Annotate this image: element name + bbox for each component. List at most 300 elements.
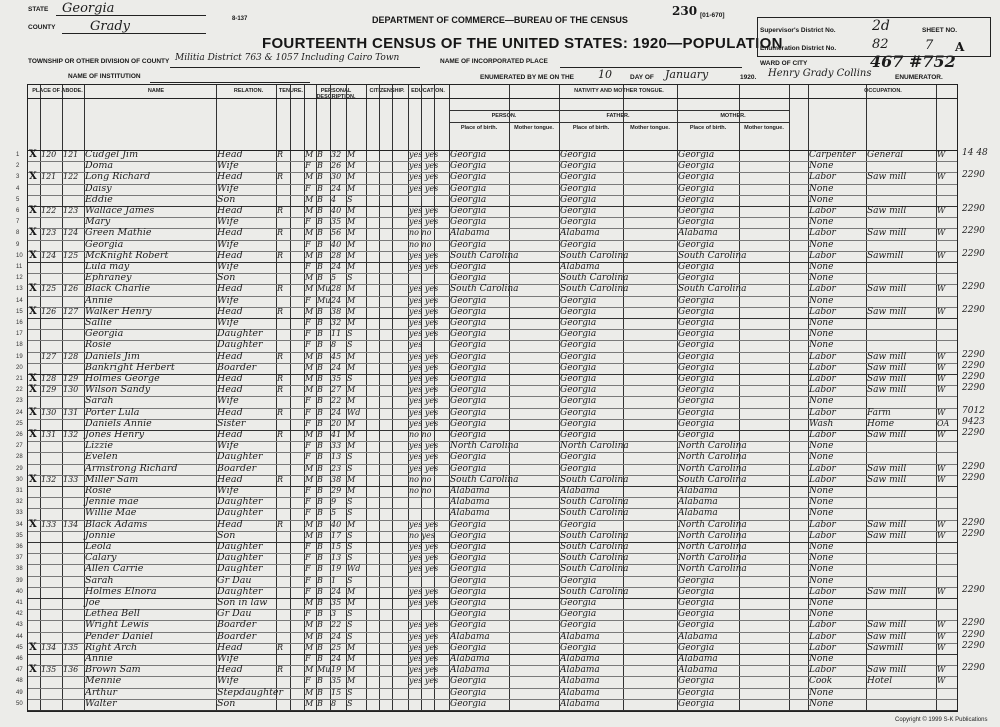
cell-ms: S: [347, 553, 353, 563]
cell-occ: Labor: [809, 631, 836, 642]
cell-rel: Son in law: [217, 597, 268, 608]
cell-occ: Labor: [809, 530, 836, 541]
cell-sex: F: [305, 441, 311, 451]
sheet-letter: A: [955, 40, 965, 54]
cell-occ: None: [809, 542, 834, 552]
state-label: STATE: [28, 6, 49, 13]
county-label: COUNTY: [28, 24, 56, 31]
row-number: 27: [16, 443, 23, 450]
cell-name: Mennie: [85, 675, 122, 687]
cell-pob: Georgia: [450, 351, 487, 362]
cell-age: 30: [331, 172, 342, 182]
margin-code: 2290: [962, 472, 985, 483]
cell-sex: M: [305, 172, 314, 182]
cell-sex: M: [305, 306, 314, 316]
cell-ms: M: [347, 642, 356, 652]
row-number: 39: [16, 577, 23, 584]
subhead-mother-pob: Place of birth.: [689, 125, 727, 131]
cell-occ: Labor: [809, 172, 836, 183]
cell-ed: yes yes: [409, 306, 439, 316]
cell-pob: Georgia: [450, 161, 487, 172]
cell-mpob: Georgia: [678, 418, 715, 429]
cell-pob: Georgia: [450, 519, 487, 530]
cell-ind: Saw mill: [867, 665, 907, 676]
cell-race: B: [317, 519, 323, 529]
cell-ms: M: [347, 306, 356, 316]
group-education: EDUCATION.: [411, 88, 445, 94]
margin-code: 2290: [962, 461, 985, 472]
cell-ed: yes yes: [409, 631, 439, 641]
cell-mpob: Georgia: [678, 396, 715, 407]
cell-pob: Georgia: [450, 306, 487, 317]
cell-mpob: Alabama: [678, 508, 718, 519]
cell-cls: W: [937, 430, 946, 439]
cell-sex: F: [305, 161, 311, 171]
cell-occ: None: [809, 497, 834, 508]
cell-dw: 134: [41, 642, 57, 652]
cell-rel: Wife: [217, 238, 239, 250]
cell-occ: Labor: [809, 228, 836, 239]
cell-age: 35: [331, 676, 342, 686]
cell-ed: yes yes: [409, 284, 439, 294]
cell-name: Miller Sam: [85, 473, 139, 485]
cell-ms: M: [347, 318, 356, 327]
cell-ms: M: [347, 239, 356, 249]
cell-ed: yes yes: [409, 295, 439, 305]
cell-ms: S: [347, 508, 353, 518]
cell-race: B: [317, 329, 323, 339]
row-number: 28: [16, 454, 23, 461]
cell-age: 19: [331, 564, 342, 574]
cell-ed: yes yes: [409, 250, 439, 260]
cell-occ: None: [809, 598, 834, 608]
row-number: 35: [16, 532, 23, 539]
cell-name: Allen Carrie: [85, 563, 144, 575]
cell-sex: F: [305, 542, 311, 551]
cell-fpob: Georgia: [560, 519, 597, 530]
row-number: 45: [16, 644, 23, 651]
cell-ed: yes yes: [409, 654, 439, 663]
cell-ed: no no: [409, 474, 432, 484]
subhead-person-pob: Place of birth.: [460, 125, 498, 131]
cell-own: R: [277, 385, 284, 395]
cell-dw: 135: [41, 665, 57, 675]
cell-mpob: Georgia: [678, 407, 715, 418]
cell-occ: None: [809, 553, 834, 564]
cell-occ: None: [809, 295, 834, 306]
cell-race: B: [317, 250, 323, 260]
cell-fam: 127: [63, 306, 79, 316]
cell-rel: Wife: [217, 294, 239, 306]
margin-code: 2290: [962, 663, 985, 674]
cell-ed: no no: [409, 430, 432, 439]
cell-mark: X: [29, 373, 37, 384]
cell-race: B: [317, 183, 323, 193]
cell-rel: Wife: [217, 160, 239, 172]
cell-ed: yes yes: [409, 206, 439, 215]
cell-fpob: Georgia: [560, 452, 597, 463]
cell-ed: yes yes: [409, 217, 439, 227]
cell-pob: Georgia: [450, 217, 487, 228]
cell-name: Porter Lula: [85, 406, 140, 418]
cell-ind: Farm: [867, 407, 891, 418]
cell-race: B: [317, 486, 323, 495]
census-title: FOURTEENTH CENSUS OF THE UNITED STATES: 1920—POPULATION: [262, 35, 783, 52]
cell-mpob: South Carolina: [678, 474, 747, 485]
margin-code: 2290: [962, 584, 985, 595]
margin-code: 2290: [962, 372, 985, 382]
cell-rel: Daughter: [217, 451, 263, 463]
cell-fpob: South Carolina: [560, 542, 629, 552]
cell-fpob: Georgia: [560, 430, 597, 440]
cell-age: 25: [331, 642, 342, 652]
cell-cls: W: [937, 284, 946, 294]
cell-sex: M: [305, 273, 314, 283]
cell-ms: M: [347, 665, 356, 675]
cell-ind: Saw mill: [867, 620, 907, 631]
cell-race: B: [317, 318, 323, 327]
cell-own: R: [277, 642, 284, 652]
cell-age: 33: [331, 441, 342, 451]
cell-ind: Saw mill: [867, 430, 907, 440]
cell-fpob: Georgia: [560, 295, 597, 306]
cell-occ: Labor: [809, 474, 836, 485]
cell-mark: X: [29, 171, 37, 183]
cell-mark: X: [29, 249, 37, 261]
cell-dw: 131: [41, 430, 57, 439]
row-number: 46: [16, 656, 23, 662]
state-underline: [56, 4, 206, 16]
cell-fpob: South Carolina: [560, 508, 629, 519]
cell-race: Mu: [317, 665, 331, 675]
cell-age: 5: [331, 273, 337, 283]
cell-ind: Saw mill: [867, 631, 907, 642]
cell-race: B: [317, 497, 323, 507]
cell-ms: S: [347, 194, 353, 204]
cell-fam: 123: [63, 206, 79, 215]
cell-pob: Georgia: [450, 273, 487, 284]
cell-own: R: [277, 306, 284, 316]
cell-ind: Saw mill: [867, 206, 907, 216]
cell-pob: Georgia: [450, 318, 487, 328]
cell-mpob: Alabama: [678, 497, 718, 508]
cell-race: B: [317, 452, 323, 462]
cell-age: 32: [331, 150, 342, 159]
cell-rel: Son: [217, 697, 236, 709]
cell-cls: W: [937, 642, 946, 652]
cell-pob: Alabama: [450, 486, 490, 496]
page-number: 230: [672, 4, 698, 18]
cell-name: Brown Sam: [85, 664, 141, 676]
cell-mark: X: [29, 227, 37, 239]
cell-ind: Sawmill: [867, 250, 904, 261]
cell-mpob: North Carolina: [678, 463, 747, 474]
cell-ind: General: [867, 150, 904, 160]
cell-age: 38: [331, 306, 342, 316]
cell-ed: yes yes: [409, 665, 439, 675]
cell-occ: Labor: [809, 284, 836, 295]
cell-name: Long Richard: [85, 171, 151, 183]
margin-code: 2290: [962, 282, 985, 293]
cell-rel: Daughter: [217, 585, 263, 597]
cell-cls: W: [937, 631, 946, 641]
cell-occ: Labor: [809, 642, 836, 653]
cell-name: Eddie: [85, 193, 113, 205]
cell-age: 13: [331, 452, 342, 462]
cell-sex: F: [305, 564, 311, 574]
cell-age: 8: [331, 698, 337, 708]
cell-fam: 131: [63, 407, 79, 417]
group-relation: RELATION.: [233, 88, 264, 94]
cell-race: B: [317, 374, 323, 383]
cell-race: B: [317, 553, 323, 563]
cell-rel: Sister: [217, 417, 246, 429]
cell-sex: F: [305, 609, 311, 619]
cell-name: Rosie: [85, 485, 112, 496]
cell-name: McKnight Robert: [85, 249, 169, 261]
margin-code: 2290: [962, 304, 985, 315]
cell-ms: S: [347, 374, 353, 383]
cell-age: 8: [331, 340, 337, 350]
cell-ms: S: [347, 698, 353, 708]
margin-code: 2290: [962, 517, 985, 528]
cell-ed: yes yes: [409, 676, 439, 686]
cell-occ: None: [809, 396, 834, 407]
cell-mpob: Georgia: [678, 575, 715, 586]
cell-pob: Georgia: [450, 430, 487, 440]
cell-fpob: Georgia: [560, 609, 597, 620]
cell-cls: W: [937, 530, 946, 540]
cell-fam: 121: [63, 150, 79, 159]
cell-ms: M: [347, 250, 356, 260]
cell-sex: M: [305, 530, 314, 540]
township-underline: [170, 56, 420, 68]
cell-name: Jennie mae: [85, 496, 139, 508]
cell-name: Holmes Elnora: [85, 585, 157, 597]
cell-mpob: Georgia: [678, 206, 715, 216]
cell-pob: South Carolina: [450, 250, 519, 261]
cell-ms: S: [347, 631, 353, 641]
incorporated-underline: [560, 56, 742, 68]
row-number: 23: [16, 398, 23, 405]
cell-own: R: [277, 250, 284, 260]
cell-occ: Labor: [809, 206, 836, 216]
cell-race: B: [317, 306, 323, 316]
cell-ind: Home: [867, 418, 895, 429]
cell-name: Wright Lewis: [85, 619, 149, 631]
cell-mpob: Georgia: [678, 172, 715, 183]
cell-age: 24: [331, 654, 342, 663]
cell-sex: F: [305, 340, 311, 350]
cell-sex: M: [305, 430, 314, 439]
cell-occ: None: [809, 687, 834, 698]
cell-name: Walker Henry: [85, 305, 152, 317]
cell-sex: F: [305, 676, 311, 686]
cell-race: B: [317, 586, 323, 596]
cell-ed: yes yes: [409, 172, 439, 182]
cell-fpob: Georgia: [560, 620, 597, 631]
cell-ed: yes yes: [409, 362, 439, 372]
cell-ed: yes yes: [409, 351, 439, 361]
cell-sex: M: [305, 374, 314, 383]
cell-rel: Head: [217, 283, 243, 295]
cell-ms: M: [347, 586, 356, 596]
cell-fpob: Georgia: [560, 150, 597, 160]
cell-ms: M: [347, 217, 356, 227]
cell-mpob: Georgia: [678, 642, 715, 653]
cell-fam: 135: [63, 642, 79, 652]
day-value: 10: [598, 68, 612, 81]
cell-occ: None: [809, 564, 834, 575]
cell-fpob: Alabama: [560, 665, 600, 676]
cell-rel: Boarder: [217, 462, 257, 474]
row-number: 6: [16, 208, 20, 214]
cell-fam: 126: [63, 284, 79, 294]
cell-mark: X: [29, 305, 37, 317]
cell-cls: W: [937, 250, 946, 260]
cell-rel: Head: [217, 171, 243, 183]
cell-fam: 129: [63, 374, 79, 383]
cell-ed: yes yes: [409, 318, 439, 327]
row-number: 48: [16, 678, 23, 685]
cell-fpob: Georgia: [560, 385, 597, 396]
cell-cls: W: [937, 463, 946, 473]
cell-race: B: [317, 217, 323, 227]
cell-mark: X: [29, 641, 37, 653]
cell-cls: W: [937, 150, 946, 159]
cell-fpob: South Carolina: [560, 553, 629, 564]
cell-fpob: Georgia: [560, 374, 597, 384]
margin-code: 2290: [962, 226, 985, 237]
margin-code: 2290: [962, 618, 985, 629]
cell-rel: Boarder: [217, 619, 257, 631]
cell-name: Green Mathie: [85, 227, 152, 239]
subhead-father-tongue: Mother tongue.: [630, 125, 670, 131]
cell-name: Sarah: [85, 395, 114, 407]
cell-sex: M: [305, 351, 314, 361]
cell-mpob: Georgia: [678, 676, 715, 687]
cell-mpob: Georgia: [678, 687, 715, 698]
row-number: 40: [16, 588, 23, 595]
cell-rel: Daughter: [217, 328, 263, 340]
cell-own: R: [277, 430, 284, 439]
cell-pob: Georgia: [450, 262, 487, 272]
cell-cls: W: [937, 407, 946, 417]
cell-rel: Wife: [217, 261, 239, 272]
cell-cls: W: [937, 374, 946, 383]
group-name: NAME: [147, 88, 165, 94]
cell-race: B: [317, 564, 323, 574]
cell-mpob: North Carolina: [678, 441, 747, 452]
cell-ms: S: [347, 273, 353, 283]
cell-race: B: [317, 161, 323, 171]
cell-ind: Hotel: [867, 676, 893, 687]
cell-sex: F: [305, 183, 311, 193]
cell-occ: None: [809, 318, 834, 328]
row-number: 33: [16, 510, 23, 517]
header-divider: [28, 98, 957, 99]
cell-dw: 120: [41, 150, 57, 159]
cell-mark: X: [29, 283, 37, 295]
cell-occ: None: [809, 273, 834, 284]
row-number: 21: [16, 376, 23, 382]
cell-sex: F: [305, 452, 311, 462]
enumerator-label: ENUMERATOR.: [895, 74, 943, 81]
cell-age: 40: [331, 519, 342, 529]
cell-sex: M: [305, 665, 314, 675]
cell-mpob: North Carolina: [678, 553, 747, 564]
cell-sex: F: [305, 575, 311, 585]
cell-mark: X: [29, 384, 37, 396]
cell-sex: M: [305, 463, 314, 473]
cell-rel: Wife: [217, 653, 239, 664]
cell-mpob: Georgia: [678, 239, 715, 250]
cell-ind: Saw mill: [867, 228, 907, 239]
cell-sex: F: [305, 239, 311, 249]
cell-mpob: Alabama: [678, 631, 718, 642]
cell-rel: Gr Dau: [217, 608, 252, 620]
cell-age: 40: [331, 239, 342, 249]
cell-ms: S: [347, 340, 353, 350]
cell-sex: M: [305, 631, 314, 641]
cell-own: R: [277, 351, 284, 361]
cell-ed: yes yes: [409, 519, 439, 529]
supervisor-label: Supervisor's District No.: [760, 27, 836, 34]
cell-name: Leola: [85, 541, 112, 552]
year-label: 1920.: [740, 74, 757, 81]
row-number: 29: [16, 465, 23, 472]
cell-fpob: Georgia: [560, 598, 597, 608]
cell-race: B: [317, 463, 323, 473]
cell-ms: M: [347, 284, 356, 294]
cell-ms: S: [347, 542, 353, 551]
cell-dw: 128: [41, 374, 57, 383]
cell-mark: X: [29, 473, 37, 485]
cell-ms: Wd: [347, 407, 361, 417]
cell-pob: Georgia: [450, 575, 487, 586]
cell-dw: 121: [41, 172, 57, 182]
cell-fpob: Georgia: [560, 183, 597, 194]
cell-rel: Wife: [217, 317, 239, 328]
cell-rel: Daughter: [217, 496, 263, 508]
cell-pob: Georgia: [450, 553, 487, 564]
cell-fpob: South Carolina: [560, 474, 629, 485]
cell-sex: F: [305, 486, 311, 495]
cell-occ: Labor: [809, 250, 836, 261]
cell-ed: yes yes: [409, 262, 439, 271]
subhead-father-pob: Place of birth.: [572, 125, 610, 131]
cell-rel: Boarder: [217, 361, 257, 373]
cell-pob: Georgia: [450, 206, 487, 216]
cell-race: B: [317, 698, 323, 708]
cell-fpob: South Carolina: [560, 273, 629, 284]
cell-name: Cudgel Jim: [85, 149, 139, 160]
cell-age: 56: [331, 228, 342, 238]
cell-ed: yes yes: [409, 463, 439, 473]
cell-rel: Head: [217, 205, 243, 216]
cell-race: B: [317, 239, 323, 249]
cell-mpob: Georgia: [678, 351, 715, 362]
cell-fpob: South Carolina: [560, 497, 629, 508]
cell-fpob: Georgia: [560, 396, 597, 407]
cell-fpob: Alabama: [560, 687, 600, 698]
cell-dw: 122: [41, 206, 57, 215]
cell-ed: yes yes: [409, 396, 439, 406]
cell-ed: yes yes: [409, 374, 439, 383]
cell-occ: None: [809, 575, 834, 586]
cell-name: Georgia: [85, 238, 124, 250]
cell-ed: yes yes: [409, 598, 439, 607]
